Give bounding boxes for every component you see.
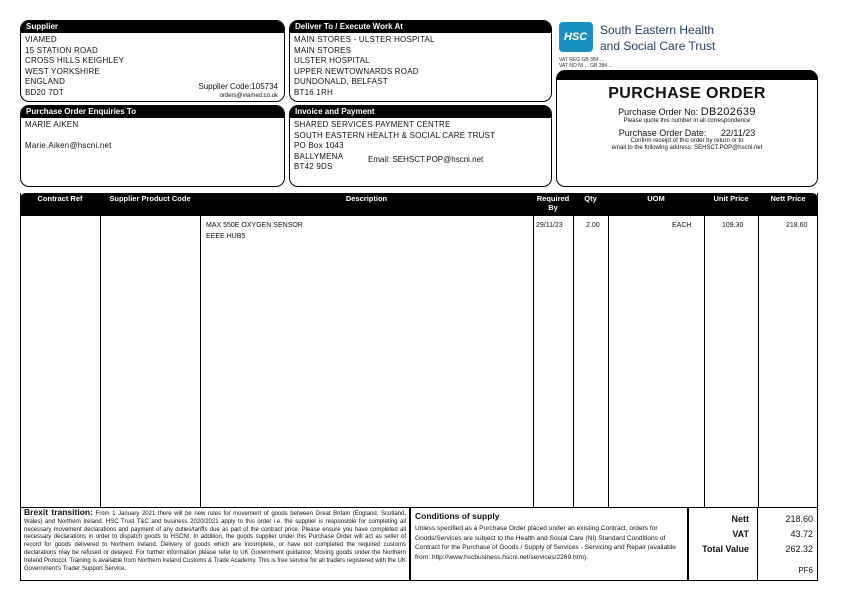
po-title: PURCHASE ORDER	[608, 85, 766, 102]
nett-label: Nett	[731, 514, 749, 524]
col-description: Description	[345, 194, 388, 203]
brexit-title: Brexit transition:	[24, 507, 93, 517]
page-ref: PF6	[798, 566, 813, 575]
col-divider	[200, 216, 201, 507]
col-nett-price: Nett Price	[770, 194, 806, 203]
deliver-line: UPPER NEWTOWNARDS ROAD	[294, 66, 419, 76]
invoice-address	[290, 118, 551, 173]
deliver-line: MAIN STORES - ULSTER HOSPITAL	[294, 35, 435, 44]
invoice-line: SHARED SERVICES PAYMENT CENTRE	[294, 120, 451, 129]
nett-value: 218.60	[785, 514, 813, 524]
supplier-line: 15 STATION ROAD	[25, 45, 98, 55]
col-contract-ref: Contract Ref	[37, 194, 83, 203]
deliver-line: MAIN STORES	[294, 45, 352, 55]
invoice-line: SOUTH EASTERN HEALTH & SOCIAL CARE TRUST	[294, 130, 496, 140]
invoice-line: PO Box 1043	[294, 141, 344, 150]
row-qty: 2.00	[586, 222, 600, 229]
col-required-by: Required By	[536, 194, 570, 212]
col-divider	[100, 216, 101, 507]
table-border-right	[817, 193, 818, 507]
purchase-order-box	[556, 70, 818, 187]
col-divider	[573, 216, 574, 507]
conditions-title: Conditions of supply	[415, 511, 500, 521]
totals-box	[688, 507, 818, 581]
vat-value: 43.72	[790, 529, 813, 539]
col-qty: Qty	[584, 194, 597, 203]
vat-reg-line2: VAT NO NI ... GB 384 ...	[559, 63, 613, 69]
table-border-left	[20, 193, 21, 507]
enquiries-email: Marie.Aiken@hscni.net	[25, 140, 112, 150]
col-unit-price: Unit Price	[713, 194, 749, 203]
col-supplier-product-code: Supplier Product Code	[109, 194, 191, 203]
col-divider	[608, 216, 609, 507]
invoice-email: Email: SEHSCT.POP@hscni.net	[368, 155, 484, 164]
trust-logo	[559, 22, 593, 52]
invoice-line: BALLYMENA	[294, 151, 344, 161]
enquiries-body	[21, 118, 284, 151]
deliver-line: DUNDONALD, BELFAST	[294, 77, 388, 86]
row-unit-price: 109.30	[722, 222, 744, 229]
col-divider	[704, 216, 705, 507]
col-divider	[758, 216, 759, 507]
po-number-label: Purchase Order No:	[618, 107, 699, 117]
invoice-line: BT42 9DS	[294, 162, 333, 171]
invoice-heading: Invoice and Payment	[290, 106, 551, 118]
col-divider	[533, 216, 534, 507]
enquiries-box	[20, 105, 285, 187]
supplier-line: WEST YORKSHIRE	[25, 66, 100, 76]
deliver-line: BT16 1RH	[294, 87, 333, 97]
row-uom: EACH	[672, 222, 692, 229]
supplier-code: Supplier Code:105734	[198, 82, 278, 91]
po-number: DB202639	[700, 106, 756, 118]
supplier-line: VIAMED	[25, 35, 57, 44]
trust-name-line2: and Social Care Trust	[600, 39, 716, 53]
deliver-box	[289, 20, 552, 102]
po-quote-note: Please quote this number in all correspondence	[623, 118, 751, 124]
supplier-email: orders@viamed.co.uk	[219, 93, 278, 99]
row-nett-price: 218.60	[786, 222, 808, 229]
deliver-address	[290, 33, 551, 98]
po-number-row	[557, 106, 817, 118]
invoice-box	[289, 105, 552, 187]
supplier-line: ENGLAND	[25, 77, 66, 86]
supplier-box	[20, 20, 285, 102]
deliver-line: ULSTER HOSPITAL	[294, 56, 370, 65]
supplier-heading: Supplier	[21, 21, 284, 33]
col-uom: UOM	[647, 194, 665, 203]
row-description-2: EEEE HUB5	[206, 233, 246, 240]
po-date-label: Purchase Order Date:	[618, 127, 707, 138]
enquiries-name: MARIE AIKEN	[25, 120, 79, 129]
supplier-line: CROSS HILLS KEIGHLEY	[25, 56, 125, 65]
table-header-row	[20, 193, 818, 216]
brexit-text: From 1 January 2021 there will be new rules for movement of goods between Great Britain (England, Scotland, Wales) and Northern Ireland. HSC Trust T&C and business 2020/2021 apply to this order i.e. the supplier is responsible for completing all necessary movement declarations and payment of any duties/tariffs due as part of the contract price. Please ensure you have completed all necessary declarations in order to dispatch goods to HSCNI. In addition, the goods supplier under this Purchase Order will act as seller of record for goods delivered to Northern Ireland. Delivery of goods which are incomplete, or have not completed the required customs declarations may be refused or delayed. For further information please refer to UK Government guidance, Moving goods under the Northern Ireland Protocol. Training is available from Northern Ireland Customs & Trade Academy. This is free service for all traders registered with the UK Government's Trader Support Service.	[24, 511, 406, 572]
po-confirm-note-2: email to the following address: SEHSCT.POP@hscni.net	[611, 145, 763, 151]
conditions-text: Unless specified as a Purchase Order placed under an existing Contract, orders for Goods/Services are subject to the Health and Social Care (NI) Standard Conditions of Contract for the Purchase of Goods / Supply of Services - Servicing and Repair (available from: http://www.hscbusiness.hscni.net/services/2269.htm).	[415, 525, 676, 561]
trust-name-line1: South Eastern Health	[600, 23, 715, 37]
total-value-label: Total Value	[702, 544, 749, 554]
vat-label: VAT	[732, 529, 749, 539]
hsc-logo-text: HSC	[564, 31, 588, 43]
supplier-line: BD20 7DT	[25, 87, 64, 97]
po-date: 22/11/23	[720, 127, 756, 138]
row-description: MAX 550E OXYGEN SENSOR	[206, 222, 303, 229]
total-value: 262.32	[785, 544, 813, 554]
totals-divider	[757, 508, 758, 580]
row-required-by: 29/11/23	[536, 222, 563, 229]
po-confirm-note-1: Confirm receipt of this order by return or to	[630, 137, 744, 144]
vat-reg-line1: VAT REG GB 384 ...	[559, 57, 605, 63]
brexit-box	[20, 507, 410, 581]
enquiries-heading: Purchase Order Enquiries To	[21, 106, 284, 118]
po-date-row	[557, 128, 817, 138]
brexit-block	[24, 509, 406, 573]
conditions-box	[410, 507, 688, 581]
deliver-heading: Deliver To / Execute Work At	[290, 21, 551, 33]
